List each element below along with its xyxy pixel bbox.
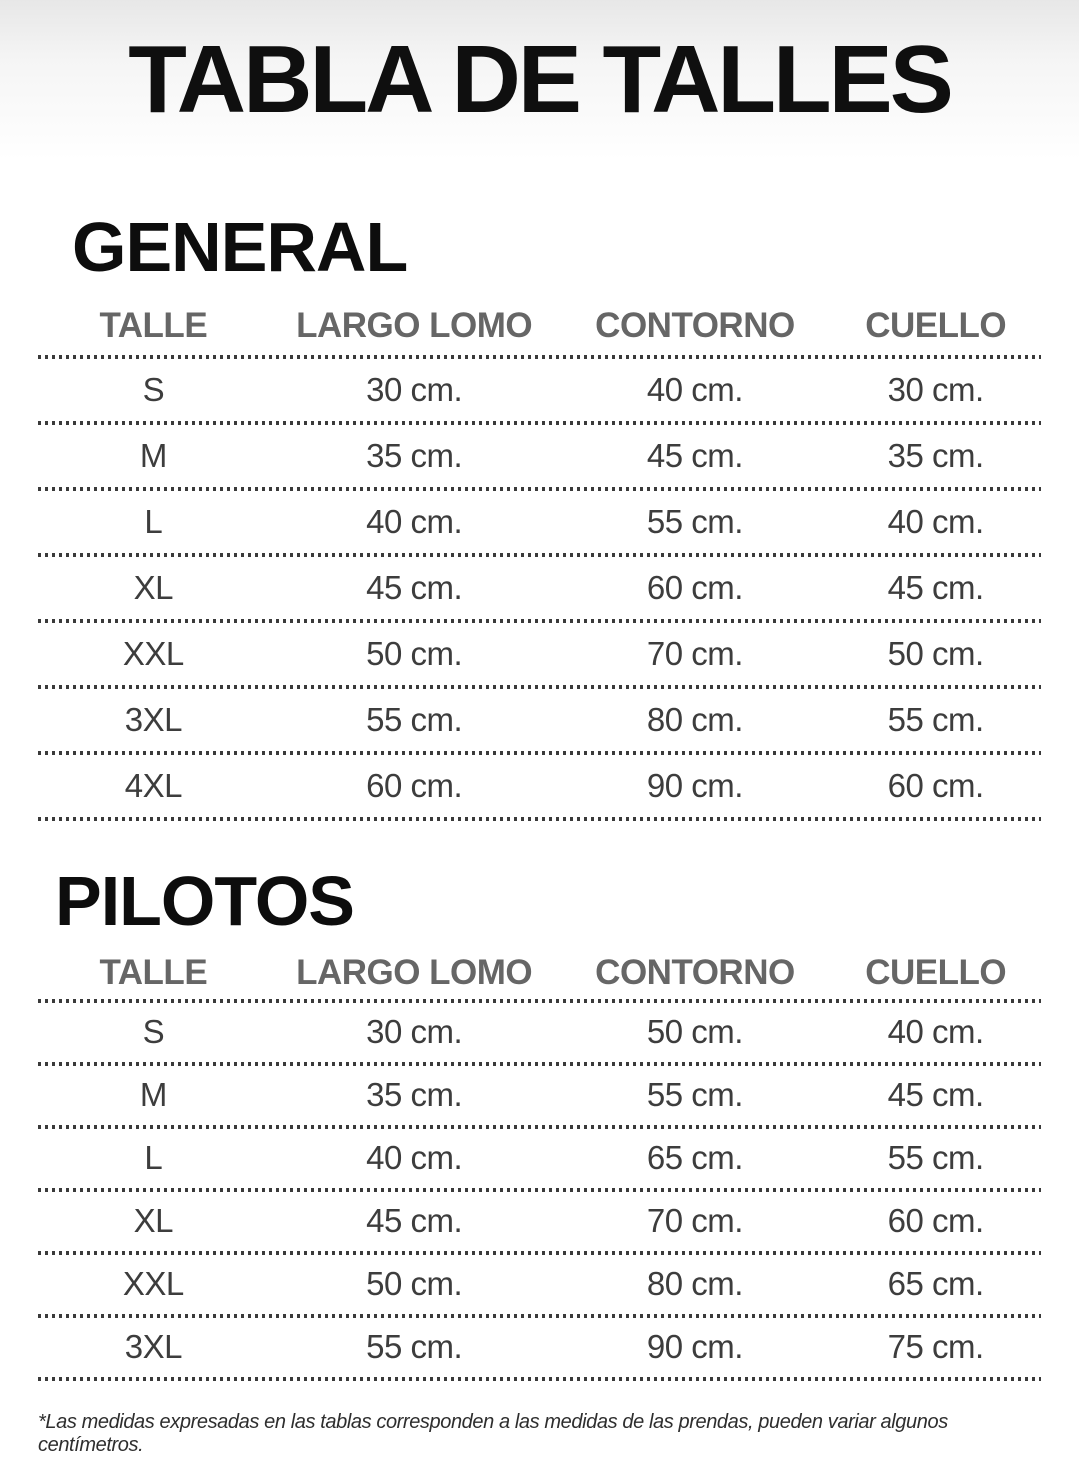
column-header-largo-lomo: LARGO LOMO [296,952,533,992]
cell-talle: XXL [122,1265,184,1303]
cell-largo-lomo: 45 cm. [366,1202,463,1240]
cell-talle: M [139,1076,167,1114]
cell-largo-lomo: 35 cm. [366,436,463,474]
cell-cuello: 30 cm. [887,370,984,408]
cell-talle: M [139,436,167,474]
cell-contorno: 70 cm. [646,634,743,672]
table-row-4xl [38,755,1041,817]
cell-contorno: 80 cm. [646,700,743,738]
table-row-l [38,491,1041,553]
cell-contorno: 45 cm. [646,436,743,474]
cell-cuello: 55 cm. [887,1139,984,1177]
cell-cuello: 50 cm. [887,634,984,672]
table-row-3xl [38,689,1041,751]
dotted-separator [38,1377,1041,1381]
cell-cuello: 40 cm. [887,502,984,540]
table-row-m [38,1066,1041,1125]
cell-largo-lomo: 30 cm. [366,1013,463,1051]
cell-largo-lomo: 50 cm. [366,1265,463,1303]
column-header-contorno: CONTORNO [595,305,795,345]
cell-cuello: 40 cm. [887,1013,984,1051]
cell-cuello: 45 cm. [887,568,984,606]
cell-largo-lomo: 50 cm. [366,634,463,672]
cell-contorno: 90 cm. [646,766,743,804]
table-row-s [38,359,1041,421]
cell-talle: 4XL [124,766,182,804]
cell-contorno: 50 cm. [646,1013,743,1051]
column-header-cuello: CUELLO [865,305,1007,345]
column-header-largo-lomo: LARGO LOMO [296,305,533,345]
cell-largo-lomo: 40 cm. [366,1139,463,1177]
cell-largo-lomo: 55 cm. [366,1328,463,1366]
cell-cuello: 60 cm. [887,766,984,804]
table-row-s [38,1003,1041,1062]
cell-talle: 3XL [124,1328,182,1366]
general-header-row [38,297,1041,355]
cell-largo-lomo: 45 cm. [366,568,463,606]
cell-talle: S [142,370,165,408]
table-row-l [38,1129,1041,1188]
pilotos-header-row [38,947,1041,999]
cell-largo-lomo: 40 cm. [366,502,463,540]
cell-largo-lomo: 35 cm. [366,1076,463,1114]
cell-contorno: 55 cm. [646,1076,743,1114]
dotted-separator [38,817,1041,821]
cell-cuello: 45 cm. [887,1076,984,1114]
cell-talle: XL [133,568,174,606]
general-table [38,297,1041,821]
cell-contorno: 90 cm. [646,1328,743,1366]
cell-largo-lomo: 55 cm. [366,700,463,738]
cell-talle: L [144,502,163,540]
page-title: TABLA DE TALLES [128,26,951,133]
cell-largo-lomo: 30 cm. [366,370,463,408]
cell-cuello: 65 cm. [887,1265,984,1303]
column-header-cuello: CUELLO [865,952,1007,992]
table-row-xxl [38,623,1041,685]
section-general [0,207,1079,821]
table-row-xl [38,1192,1041,1251]
cell-talle: S [142,1013,165,1051]
section-pilotos-heading: PILOTOS [55,861,354,940]
cell-cuello: 35 cm. [887,436,984,474]
table-row-xxl [38,1255,1041,1314]
cell-cuello: 60 cm. [887,1202,984,1240]
section-pilotos [0,861,1079,1381]
cell-cuello: 55 cm. [887,700,984,738]
pilotos-table [38,947,1041,1381]
cell-contorno: 70 cm. [646,1202,743,1240]
cell-contorno: 55 cm. [646,502,743,540]
column-header-talle: TALLE [99,952,208,992]
cell-talle: XXL [122,634,184,672]
cell-cuello: 75 cm. [887,1328,984,1366]
section-general-heading: GENERAL [72,207,408,286]
table-row-3xl [38,1318,1041,1377]
cell-contorno: 80 cm. [646,1265,743,1303]
cell-contorno: 60 cm. [646,568,743,606]
column-header-contorno: CONTORNO [595,952,795,992]
cell-talle: L [144,1139,163,1177]
table-row-xl [38,557,1041,619]
footnote: *Las medidas expresadas en las tablas corresponden a las medidas de las prendas, pueden variar algunos centímetros. [38,1410,948,1456]
cell-talle: 3XL [124,700,182,738]
cell-largo-lomo: 60 cm. [366,766,463,804]
table-row-m [38,425,1041,487]
cell-talle: XL [133,1202,174,1240]
column-header-talle: TALLE [99,305,208,345]
cell-contorno: 65 cm. [646,1139,743,1177]
cell-contorno: 40 cm. [646,370,743,408]
